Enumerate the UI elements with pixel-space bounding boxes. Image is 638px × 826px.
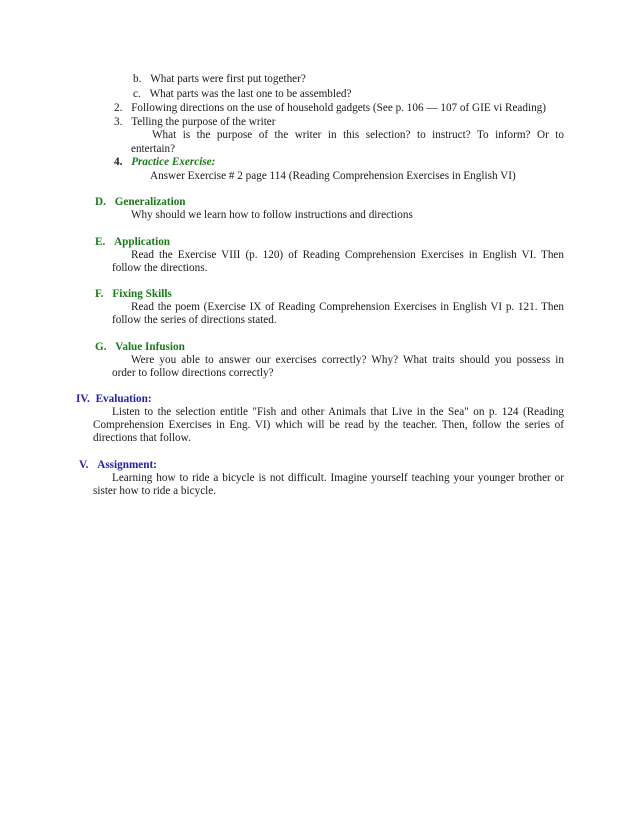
list-item-4	[114, 156, 215, 169]
list-item-3-sub-line1: What is the purpose of the writer in this selection? to instruct? To inform? Or to	[152, 129, 564, 141]
list-text: What parts was the last one to be assembled?	[149, 88, 352, 100]
list-marker: 4.	[114, 156, 123, 168]
section-numeral: V.	[79, 459, 89, 471]
evaluation-heading	[76, 393, 152, 406]
list-item-3-sub-line2: entertain?	[131, 143, 176, 155]
section-f-text-line2: follow the series of directions stated.	[112, 314, 277, 326]
assignment-heading	[79, 459, 157, 472]
section-d-heading	[95, 196, 186, 209]
list-text: What parts were first put together?	[150, 73, 306, 85]
section-f-heading	[95, 288, 172, 301]
assignment-text-line2: sister how to ride a bicycle.	[93, 485, 217, 497]
evaluation-text-line1: Listen to the selection entitle "Fish and other Animals that Live in the Sea" on p. 124 (Reading	[112, 406, 564, 418]
section-e-heading	[95, 236, 170, 249]
list-marker: c.	[133, 88, 141, 100]
evaluation-text-line2: Comprehension Exercises in Eng. VI) which will be read by the teacher. Then, follow the series of	[93, 419, 564, 431]
section-g-text-line2: order to follow directions correctly?	[112, 367, 274, 379]
section-e-text-line2: follow the directions.	[112, 262, 208, 274]
list-text: Following directions on the use of household gadgets (See p. 106 — 107 of GIE vi Reading)	[131, 102, 546, 114]
section-numeral: IV.	[76, 393, 90, 405]
list-item-2	[114, 102, 546, 115]
list-item-c	[133, 88, 352, 101]
list-item-3	[114, 116, 276, 129]
section-letter: D.	[95, 196, 106, 208]
section-title: Fixing Skills	[112, 288, 172, 300]
practice-exercise-heading: Practice Exercise:	[131, 156, 216, 168]
assignment-text-line1: Learning how to ride a bicycle is not difficult. Imagine yourself teaching your younger brother or	[112, 472, 564, 484]
section-letter: F.	[95, 288, 104, 300]
section-g-text-line1: Were you able to answer our exercises correctly? Why? What traits should you possess in	[131, 354, 564, 366]
section-title: Generalization	[114, 196, 186, 208]
section-e-text-line1: Read the Exercise VIII (p. 120) of Reading Comprehension Exercises in English VI. Then	[131, 249, 564, 261]
section-f-text-line1: Read the poem (Exercise IX of Reading Comprehension Exercises in English VI p. 121. Then	[131, 301, 564, 313]
section-title: Application	[114, 236, 171, 248]
list-marker: 2.	[114, 102, 123, 114]
section-letter: E.	[95, 236, 106, 248]
section-letter: G.	[95, 341, 107, 353]
list-marker: b.	[133, 73, 142, 85]
list-marker: 3.	[114, 116, 123, 128]
list-text: Telling the purpose of the writer	[131, 116, 276, 128]
section-title: Evaluation:	[95, 393, 152, 405]
section-title: Assignment:	[97, 459, 157, 471]
section-title: Value Infusion	[115, 341, 185, 353]
evaluation-text-line3: directions that follow.	[93, 432, 191, 444]
section-d-text: Why should we learn how to follow instructions and directions	[131, 209, 413, 221]
section-g-heading	[95, 341, 185, 354]
list-item-b	[133, 73, 306, 86]
practice-exercise-text: Answer Exercise # 2 page 114 (Reading Comprehension Exercises in English VI)	[150, 170, 516, 182]
